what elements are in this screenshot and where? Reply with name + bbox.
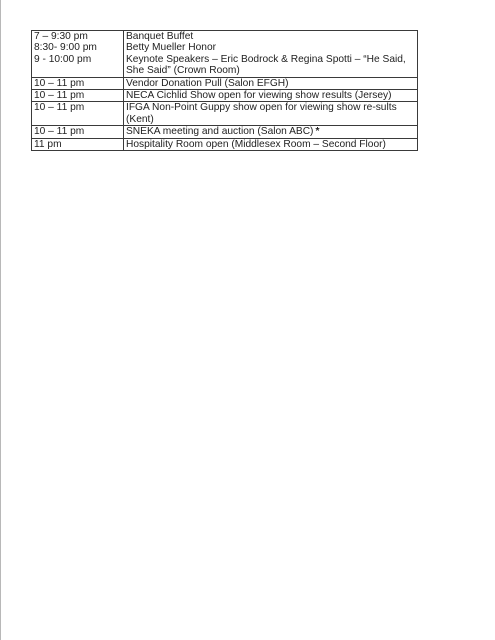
time-text: 9 - 10:00 pm <box>34 53 92 65</box>
time-text: 10 – 11 pm <box>34 102 85 114</box>
event-cell <box>124 31 418 78</box>
time-cell <box>32 90 124 102</box>
event-cell <box>124 90 418 102</box>
time-text: 11 pm <box>34 138 62 150</box>
table-row <box>32 126 418 138</box>
table-row <box>32 31 418 78</box>
table-row <box>32 102 418 126</box>
event-text: IFGA Non-Point Guppy show open for viewing show re-sults (Kent) <box>126 102 397 125</box>
event-cell <box>124 138 418 150</box>
event-text: NECA Cichlid Show open for viewing show results (Jersey) <box>126 90 392 102</box>
time-cell <box>32 102 124 126</box>
time-cell <box>32 77 124 89</box>
event-cell <box>124 126 418 138</box>
asterisk-marker: * <box>315 126 320 138</box>
time-cell <box>32 31 124 78</box>
event-text: Vendor Donation Pull (Salon EFGH) <box>126 77 289 89</box>
time-text: 8:30- 9:00 pm <box>34 42 97 54</box>
event-text: Betty Mueller Honor <box>126 42 217 54</box>
page-left-edge <box>0 0 1 640</box>
event-text: Keynote Speakers – Eric Bodrock & Regina Spotti – “He Said, She Said” (Crown Room) <box>126 53 406 77</box>
time-text: 10 – 11 pm <box>34 126 85 138</box>
schedule-table <box>31 30 418 151</box>
time-text: 7 – 9:30 pm <box>34 31 88 42</box>
event-text: Hospitality Room open (Middlesex Room – Second Floor) <box>126 138 386 150</box>
table-row <box>32 77 418 89</box>
event-label: SNEKA meeting and auction (Salon ABC) <box>126 126 314 138</box>
time-text: 10 – 11 pm <box>34 77 85 89</box>
event-text <box>126 126 415 137</box>
event-cell <box>124 102 418 126</box>
time-cell <box>32 126 124 138</box>
event-text: Banquet Buffet <box>126 31 194 42</box>
time-cell <box>32 138 124 150</box>
table-row <box>32 138 418 150</box>
time-text: 10 – 11 pm <box>34 90 85 102</box>
event-cell <box>124 77 418 89</box>
table-row <box>32 90 418 102</box>
